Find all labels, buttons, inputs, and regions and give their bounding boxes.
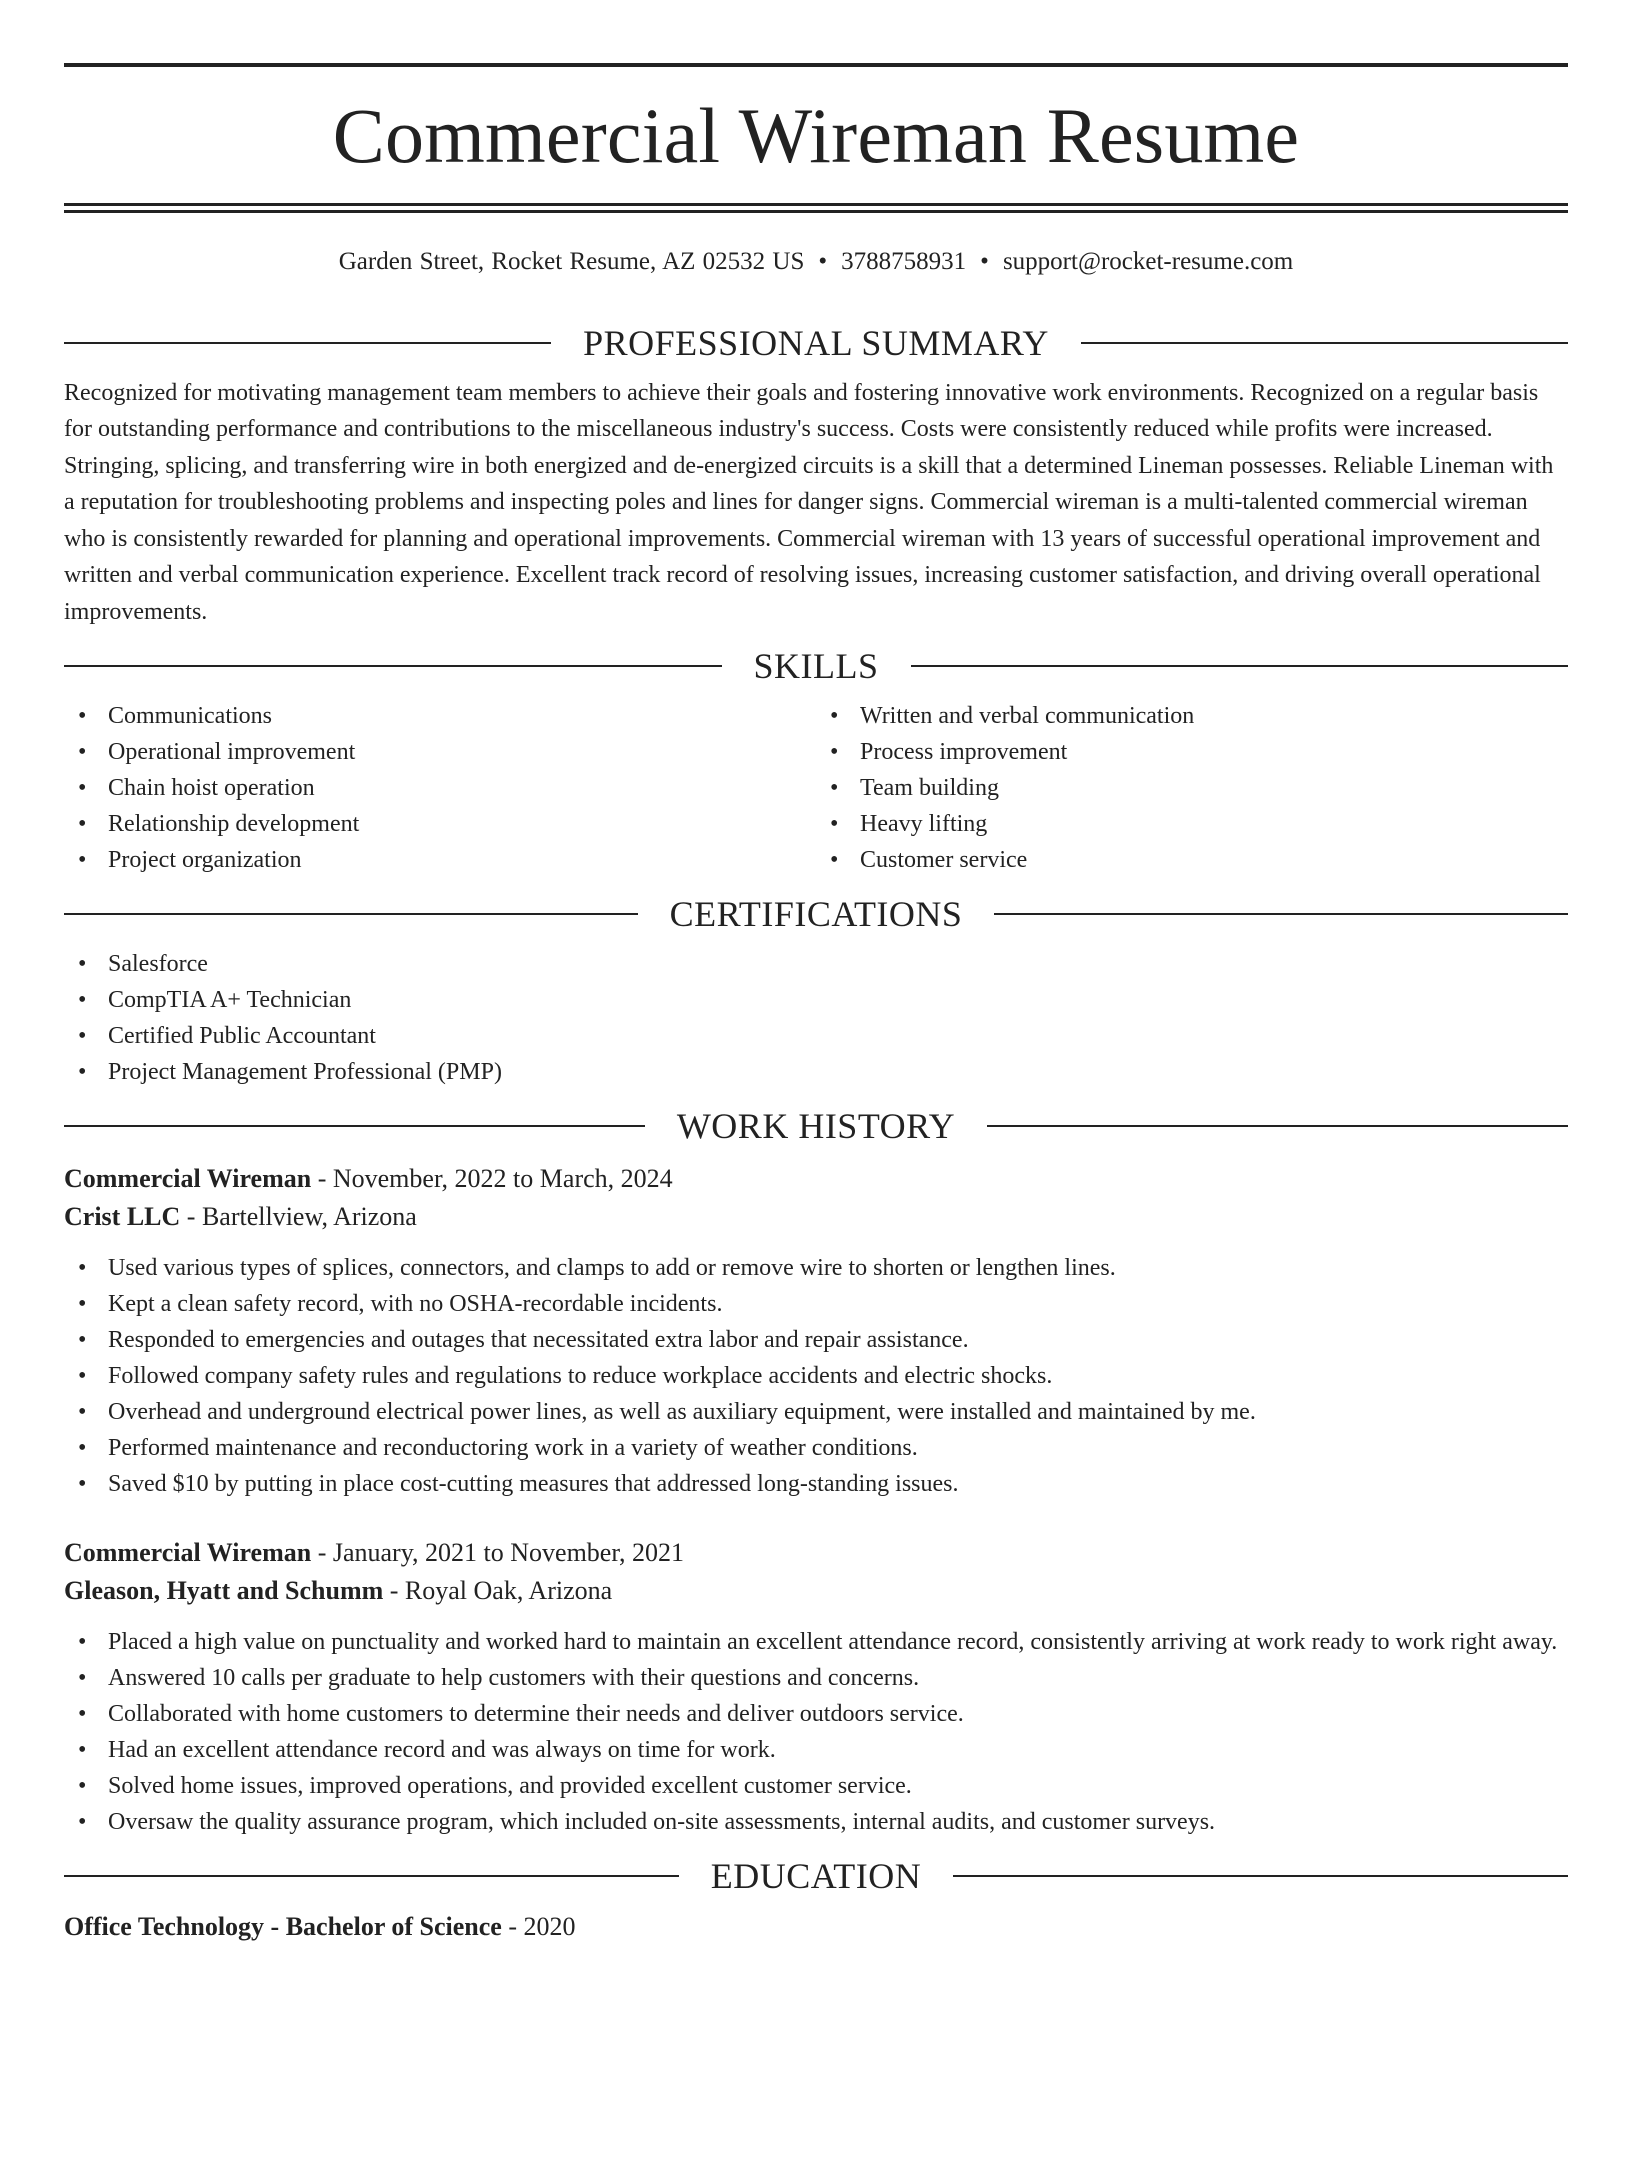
summary-text: Recognized for motivating management team members to achieve their goals and fostering innovative work environments. Recognized on a regular basis for outstanding performance and contributions to the miscellaneous industry's success. Costs were consistently reduced while profits were increased. Stringing, splicing, and transferring wire in both energized and de-energized circuits is a skill that a determined Lineman possesses. Reliable Lineman with a reputation for troubleshooting problems and inspecting poles and lines for danger signs. Commercial wireman is a multi-talented commercial wireman who is consistently rewarded for planning and operational improvements. Commercial wireman with 13 years of successful operational improvement and written and verbal communication experience. Excellent track record of resolving issues, increasing customer satisfaction, and driving overall operational improvements.: [64, 379, 1554, 625]
job-bullet: • Kept a clean safety record, with no OSHA-recordable incidents.: [64, 1286, 1568, 1322]
section-heading-summary: [64, 323, 1568, 363]
title-double-rule: [64, 203, 1568, 213]
job-dates: - November, 2022 to March, 2024: [311, 1164, 673, 1194]
skill-item: • Relationship development: [64, 806, 816, 842]
job-title: Commercial Wireman: [64, 1164, 312, 1194]
resume-page: [0, 63, 1632, 2175]
skills-list: [64, 698, 1568, 878]
job-company-line: [64, 1572, 1568, 1610]
job-bullets: [64, 1250, 1568, 1502]
skill-item: • Heavy lifting: [816, 806, 1568, 842]
skills-heading: SKILLS: [753, 646, 879, 687]
contact-address: Garden Street, Rocket Resume, AZ 02532 US: [338, 247, 805, 275]
page-title: Commercial Wireman Resume: [332, 92, 1300, 179]
job-bullet: • Saved $10 by putting in place cost-cutting measures that addressed long-standing issues.: [64, 1466, 1568, 1502]
contact-separator: •: [980, 247, 989, 275]
job-bullet: • Used various types of splices, connectors, and clamps to add or remove wire to shorten or lengthen lines.: [64, 1250, 1568, 1286]
work-heading: WORK HISTORY: [676, 1106, 956, 1147]
section-heading-work: [64, 1106, 1568, 1146]
job-title-line: [64, 1534, 1568, 1572]
job-bullet: • Followed company safety rules and regulations to reduce workplace accidents and electric shocks.: [64, 1358, 1568, 1394]
education-year: - 2020: [501, 1912, 576, 1942]
job-bullet: • Collaborated with home customers to determine their needs and deliver outdoors service.: [64, 1696, 1568, 1732]
job-bullet: • Oversaw the quality assurance program, which included on-site assessments, internal audits, and customer surveys.: [64, 1804, 1568, 1840]
job-location: - Royal Oak, Arizona: [383, 1576, 613, 1606]
summary-heading: PROFESSIONAL SUMMARY: [583, 322, 1049, 363]
certification-item: • CompTIA A+ Technician: [64, 982, 1568, 1018]
education-heading: EDUCATION: [710, 1856, 922, 1897]
skill-item: • Team building: [816, 770, 1568, 806]
job-bullet: • Performed maintenance and reconductoring work in a variety of weather conditions.: [64, 1430, 1568, 1466]
job-bullet: • Solved home issues, improved operations, and provided excellent customer service.: [64, 1768, 1568, 1804]
job-bullet: • Responded to emergencies and outages that necessitated extra labor and repair assistance.: [64, 1322, 1568, 1358]
heading-rule: [64, 1125, 645, 1127]
skills-column-left: [64, 698, 816, 878]
job-company: Gleason, Hyatt and Schumm: [64, 1576, 384, 1606]
section-heading-education: [64, 1856, 1568, 1896]
job-company: Crist LLC: [64, 1202, 181, 1232]
heading-rule: [64, 665, 722, 667]
heading-rule: [64, 1875, 679, 1877]
education-entry: [64, 1908, 1568, 1946]
certification-item: • Certified Public Accountant: [64, 1018, 1568, 1054]
skills-column-right: [816, 698, 1568, 878]
job-dates: - January, 2021 to November, 2021: [311, 1538, 684, 1568]
contact-line: [64, 247, 1568, 277]
heading-rule: [911, 665, 1569, 667]
job-bullet: • Placed a high value on punctuality and worked hard to maintain an excellent attendance record, consistently arriving at work ready to work right away.: [64, 1624, 1568, 1660]
section-heading-skills: [64, 646, 1568, 686]
heading-rule: [953, 1875, 1568, 1877]
skill-item: • Communications: [64, 698, 816, 734]
job-title-line: [64, 1160, 1568, 1198]
heading-rule: [1081, 342, 1568, 344]
certifications-list: [64, 946, 1568, 1090]
heading-rule: [994, 913, 1568, 915]
job-bullet: • Had an excellent attendance record and was always on time for work.: [64, 1732, 1568, 1768]
skill-item: • Process improvement: [816, 734, 1568, 770]
job-company-line: [64, 1198, 1568, 1236]
certifications-heading: CERTIFICATIONS: [669, 894, 963, 935]
skill-item: • Customer service: [816, 842, 1568, 878]
top-rule: [64, 63, 1568, 67]
skill-item: • Operational improvement: [64, 734, 816, 770]
certification-item: • Project Management Professional (PMP): [64, 1054, 1568, 1090]
contact-separator: •: [818, 247, 828, 275]
heading-rule: [64, 342, 551, 344]
heading-rule: [987, 1125, 1568, 1127]
certification-item: • Salesforce: [64, 946, 1568, 982]
job-entry: [64, 1534, 1568, 1840]
skill-item: • Written and verbal communication: [816, 698, 1568, 734]
skill-item: • Chain hoist operation: [64, 770, 816, 806]
section-heading-certifications: [64, 894, 1568, 934]
education-degree: Office Technology - Bachelor of Science: [64, 1912, 502, 1942]
contact-phone: 3788758931: [841, 247, 967, 275]
contact-email: support@rocket-resume.com: [1002, 247, 1294, 275]
job-location: - Bartellview, Arizona: [180, 1202, 417, 1232]
job-title: Commercial Wireman: [64, 1538, 312, 1568]
job-bullet: • Overhead and underground electrical power lines, as well as auxiliary equipment, were installed and maintained by me.: [64, 1394, 1568, 1430]
heading-rule: [64, 913, 638, 915]
job-bullet: • Answered 10 calls per graduate to help customers with their questions and concerns.: [64, 1660, 1568, 1696]
job-entry: [64, 1160, 1568, 1502]
skill-item: • Project organization: [64, 842, 816, 878]
job-bullets: [64, 1624, 1568, 1840]
